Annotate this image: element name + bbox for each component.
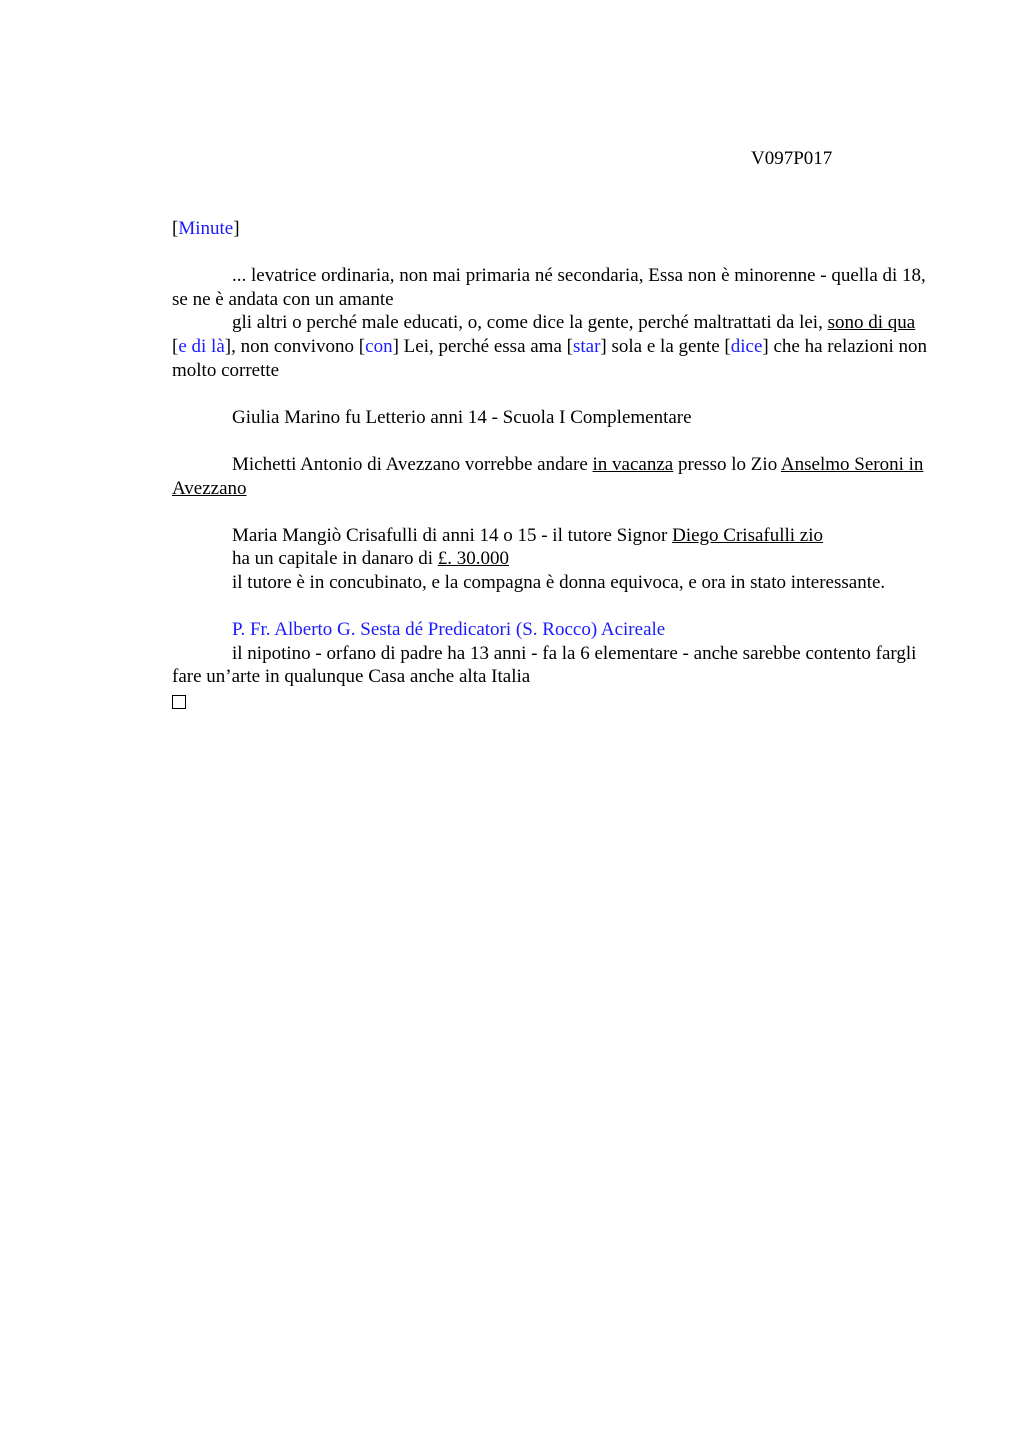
entry-1-paragraph-2	[172, 311, 932, 382]
document-body	[172, 217, 932, 715]
editorial-insert: e di là	[178, 335, 225, 357]
text-run: ], non convivono [	[224, 335, 366, 357]
underlined-text: Diego Crisafulli zio	[672, 524, 824, 546]
entry-4-paragraph-2	[172, 547, 932, 571]
spacer	[172, 241, 932, 265]
underlined-text: Anselmo Seroni in Avezzano	[172, 453, 924, 499]
editorial-insert: con	[365, 335, 393, 357]
underlined-text: sono di qua	[827, 312, 916, 334]
bracket-close: ]	[233, 218, 240, 239]
text-run: Michetti Antonio di Avezzano vorrebbe andare	[232, 453, 593, 475]
end-marker	[172, 689, 932, 716]
spacer	[172, 382, 932, 406]
text-run: Maria Mangiò Crisafulli di anni 14 o 15 - il tutore Signor	[232, 524, 673, 546]
text-run: [	[172, 335, 179, 357]
entry-4-paragraph-1	[172, 524, 932, 548]
section-heading	[172, 217, 932, 241]
editorial-insert: star	[572, 335, 601, 357]
text-run: ha un capitale in danaro di	[232, 548, 438, 570]
text-run: ] che ha relazioni non molto corrette	[172, 335, 927, 381]
editorial-insert: dice	[730, 335, 763, 357]
page-id: V097P017	[751, 148, 833, 169]
entry-4-paragraph-3: il tutore è in concubinato, e la compagna è donna equivoca, e ora in stato interessante.	[232, 571, 886, 593]
spacer	[172, 595, 932, 619]
section-label: Minute	[178, 218, 234, 239]
entry-3-paragraph-1	[172, 453, 932, 500]
entry-1-paragraph-1: ... levatrice ordinaria, non mai primaria né secondaria, Essa non è minorenne - quella di 18, se ne è andata con un amante	[172, 265, 926, 310]
bracket-open: [	[172, 218, 179, 239]
entry-5-paragraph-2: il nipotino - orfano di padre ha 13 anni - fa la 6 elementare - anche sarebbe contento fargli fare un’arte in qualunque Casa anche alta Italia	[172, 642, 917, 688]
entry-5-addressee: P. Fr. Alberto G. Sesta dé Predicatori (S. Rocco) Acireale	[232, 619, 666, 641]
underlined-text: in vacanza	[592, 453, 674, 475]
spacer	[172, 500, 932, 524]
underlined-text: £. 30.000	[437, 548, 510, 570]
text-run: gli altri o perché male educati, o, come dice la gente, perché maltrattati da lei,	[232, 312, 828, 334]
spacer	[172, 429, 932, 453]
square-icon	[172, 695, 186, 709]
text-run: ] sola e la gente [	[600, 335, 731, 357]
text-run: ] Lei, perché essa ama [	[392, 335, 573, 357]
text-run: presso lo Zio	[673, 453, 781, 475]
entry-2-paragraph-1: Giulia Marino fu Letterio anni 14 - Scuola I Complementare	[232, 406, 692, 428]
